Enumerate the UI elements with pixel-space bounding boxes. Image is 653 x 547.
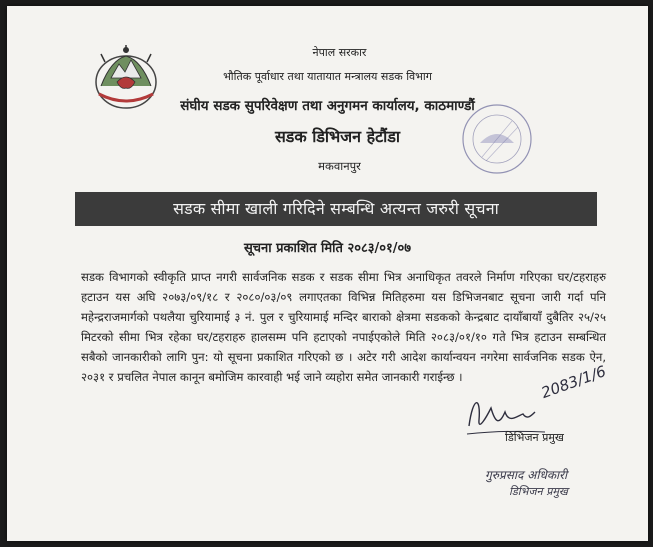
header-ministry: भौतिक पूर्वाधार तथा यातायात मन्त्रालय सडक विभाग bbox=[223, 70, 432, 83]
published-date: सूचना प्रकाशित मिति २०८३/०१/०७ bbox=[243, 241, 412, 256]
header-division: सडक डिभिजन हेटौंडा bbox=[274, 127, 401, 146]
header-district: मकवानपुर bbox=[318, 159, 361, 173]
notice-document bbox=[7, 6, 648, 541]
header-office: संघीय सडक सुपरिवेक्षण तथा अनुगमन कार्यालय, काठमाण्डौं bbox=[180, 98, 475, 114]
handwritten-name: गुरुप्रसाद अधिकारी bbox=[485, 468, 568, 482]
handwritten-title: डिभिजन प्रमुख bbox=[509, 485, 568, 498]
header-gov: नेपाल सरकार bbox=[312, 46, 367, 59]
office-stamp-icon bbox=[452, 101, 542, 177]
signature-title: डिभिजन प्रमुख bbox=[505, 431, 564, 444]
notice-body: सडक विभागको स्वीकृति प्राप्त नगरी सार्वजनिक सडक र सडक सीमा भित्र अनाधिकृत तवरले निर्माण गरिएका घर/टहराहरु हटाउन यस अघि २०७३/०९/१८ र २०८०/०३/०९ लगाएतका विभिन्न मितिहरुमा यस डिभिजनबाट सूचना जारी गर्दा पनि महेन्द्रराजमार्गको पथलैया चुरियामाई ३ नं. पुल र चुरियामाई मन्दिर बाराको क्षेत्रमा सडकको केन्द्रबाट दायाँबायाँ दुबैतिर २५/२५ मिटरको सीमा भित्र रहेका घर/टहराहरु हालसम्म पनि हटाएको नपाईएकोले मिति २०८३/०१/१० गते भित्र हटाउन सम्बन्धित सबैको जानकारीको लागि पुन: यो सूचना प्रकाशित गरिएको छ । अटेर गरी आदेश कार्यान्वयन नगरेमा सार्वजनिक सडक ऐन, २०३१ र प्रचलित नेपाल कानून बमोजिम कारवाही भई जाने व्यहोरा समेत जानकारी गराईन्छ । bbox=[81, 270, 606, 384]
signature-date: 2083/1/6 bbox=[538, 362, 609, 402]
notice-title-banner: सडक सीमा खाली गरिदिने सम्बन्धि अत्यन्त जरुरी सूचना bbox=[75, 192, 597, 226]
